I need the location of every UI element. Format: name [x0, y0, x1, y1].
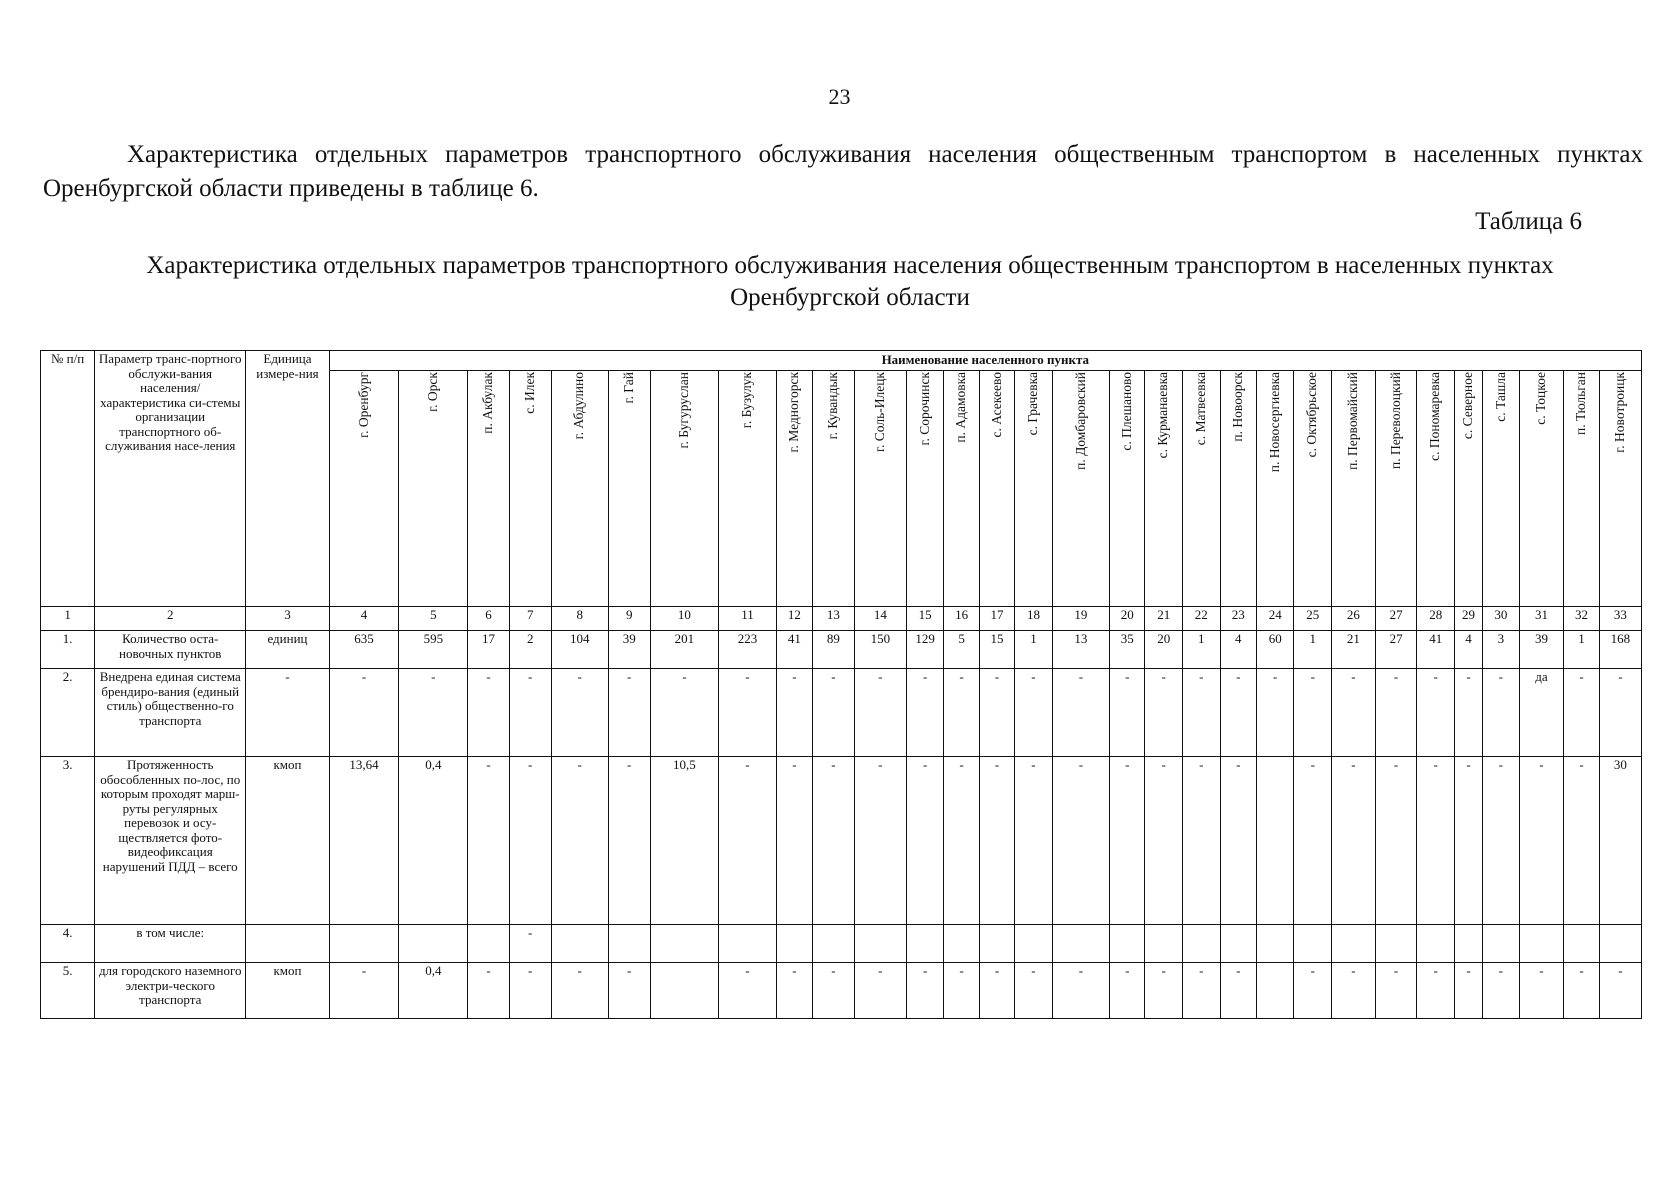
table-row — [41, 757, 1642, 925]
value-cell: - — [1256, 669, 1294, 757]
value-cell: - — [1417, 963, 1455, 1019]
value-cell: - — [944, 757, 979, 925]
transport-parameters-table — [40, 350, 1642, 1019]
locality-name: с. Грачевка — [1025, 372, 1041, 436]
column-number-cell: 30 — [1483, 607, 1519, 631]
value-cell: - — [1110, 963, 1145, 1019]
header-param-cell: Параметр транс-портного обслужи-вания населения/ характеристика си-стемы организации транспортного об-служивания насе-ления — [95, 351, 246, 607]
value-cell: - — [719, 669, 776, 757]
locality-header-cell — [329, 371, 399, 607]
locality-header-cell — [1182, 371, 1220, 607]
value-cell: 595 — [399, 631, 468, 669]
locality-header-cell — [551, 371, 608, 607]
locality-name: г. Гай — [620, 372, 636, 404]
value-cell: 2 — [509, 631, 551, 669]
value-cell: - — [1375, 669, 1417, 757]
value-cell: - — [509, 669, 551, 757]
column-number-cell: 7 — [509, 607, 551, 631]
table-row — [41, 631, 1642, 669]
value-cell: - — [1294, 963, 1332, 1019]
value-cell: - — [608, 963, 650, 1019]
locality-header-cell — [1110, 371, 1145, 607]
parameter-cell: для городского наземного электри-ческого транспорта — [95, 963, 246, 1019]
value-cell: - — [979, 963, 1014, 1019]
locality-name: г. Орск — [425, 372, 441, 412]
value-cell: - — [854, 757, 906, 925]
value-cell: 21 — [1332, 631, 1376, 669]
locality-name: г. Абдулино — [571, 372, 587, 440]
value-cell: - — [1145, 669, 1183, 757]
column-number-cell: 14 — [854, 607, 906, 631]
locality-name: г. Медногорск — [786, 372, 802, 453]
value-cell: - — [944, 963, 979, 1019]
row-number-cell: 3. — [41, 757, 95, 925]
column-number-cell: 6 — [468, 607, 510, 631]
value-cell: 150 — [854, 631, 906, 669]
value-cell — [650, 925, 719, 963]
value-cell: - — [1182, 669, 1220, 757]
value-cell: - — [551, 669, 608, 757]
value-cell: - — [1182, 757, 1220, 925]
value-cell — [1519, 925, 1564, 963]
value-cell: - — [1015, 669, 1053, 757]
value-cell: - — [509, 963, 551, 1019]
value-cell: 13 — [1052, 631, 1109, 669]
page-number: 23 — [828, 84, 851, 109]
value-cell: - — [979, 669, 1014, 757]
value-cell: - — [719, 757, 776, 925]
value-cell: да — [1519, 669, 1564, 757]
column-number-cell: 13 — [813, 607, 855, 631]
value-cell — [468, 925, 510, 963]
value-cell: - — [1145, 963, 1183, 1019]
value-cell — [1015, 925, 1053, 963]
value-cell: 4 — [1454, 631, 1482, 669]
value-cell — [906, 925, 944, 963]
locality-header-cell — [1599, 371, 1641, 607]
value-cell: - — [979, 757, 1014, 925]
value-cell — [719, 925, 776, 963]
locality-header-cell — [1375, 371, 1417, 607]
value-cell: - — [1332, 963, 1376, 1019]
locality-name: п. Переволоцкий — [1387, 372, 1403, 470]
value-cell: - — [329, 963, 399, 1019]
value-cell: - — [1015, 963, 1053, 1019]
column-number-cell: 19 — [1052, 607, 1109, 631]
value-cell — [1599, 925, 1641, 963]
value-cell: - — [944, 669, 979, 757]
locality-name: с. Пономаревка — [1427, 372, 1443, 461]
value-cell: - — [1052, 963, 1109, 1019]
row-number-cell: 5. — [41, 963, 95, 1019]
value-cell: - — [1294, 757, 1332, 925]
locality-header-cell — [509, 371, 551, 607]
value-cell: 5 — [944, 631, 979, 669]
value-cell: 1 — [1564, 631, 1599, 669]
column-number-cell: 28 — [1417, 607, 1455, 631]
column-number-cell: 15 — [906, 607, 944, 631]
unit-cell: - — [246, 669, 329, 757]
value-cell: 15 — [979, 631, 1014, 669]
value-cell: - — [813, 669, 855, 757]
value-cell: - — [1417, 757, 1455, 925]
value-cell: - — [1564, 963, 1599, 1019]
value-cell — [551, 925, 608, 963]
locality-name: г. Новотроицк — [1612, 372, 1628, 453]
value-cell: - — [1599, 669, 1641, 757]
value-cell: 13,64 — [329, 757, 399, 925]
locality-header-cell — [1483, 371, 1519, 607]
value-cell: - — [854, 669, 906, 757]
value-cell: - — [906, 757, 944, 925]
locality-name: с. Северное — [1460, 372, 1476, 440]
parameter-cell: Внедрена единая система брендиро-вания (единый стиль) общественно-го транспорта — [95, 669, 246, 757]
unit-cell: единиц — [246, 631, 329, 669]
column-number-cell: 25 — [1294, 607, 1332, 631]
unit-cell: кмоп — [246, 963, 329, 1019]
value-cell: - — [468, 669, 510, 757]
value-cell: - — [551, 963, 608, 1019]
value-cell: - — [719, 963, 776, 1019]
value-cell: - — [1220, 963, 1256, 1019]
row-number-cell: 2. — [41, 669, 95, 757]
value-cell: 89 — [813, 631, 855, 669]
locality-name: с. Тоцкое — [1533, 372, 1549, 425]
value-cell: - — [1483, 963, 1519, 1019]
value-cell: - — [854, 963, 906, 1019]
locality-name: п. Тюльган — [1573, 372, 1589, 435]
value-cell — [1256, 925, 1294, 963]
value-cell — [944, 925, 979, 963]
header-unit-cell: Единица измере-ния — [246, 351, 329, 607]
locality-name: п. Акбулак — [480, 372, 496, 434]
column-number-cell: 16 — [944, 607, 979, 631]
value-cell: - — [1519, 963, 1564, 1019]
value-cell — [1483, 925, 1519, 963]
value-cell — [1052, 925, 1109, 963]
value-cell — [854, 925, 906, 963]
locality-name: с. Ташла — [1492, 372, 1508, 422]
value-cell: 1 — [1294, 631, 1332, 669]
value-cell: - — [551, 757, 608, 925]
table-row — [41, 963, 1642, 1019]
column-number-cell: 3 — [246, 607, 329, 631]
column-number-cell: 9 — [608, 607, 650, 631]
locality-header-cell — [468, 371, 510, 607]
value-cell — [650, 963, 719, 1019]
value-cell: - — [1294, 669, 1332, 757]
row-number-cell: 4. — [41, 925, 95, 963]
locality-name: г. Сорочинск — [916, 372, 932, 446]
locality-header-cell — [608, 371, 650, 607]
intro-paragraph: Характеристика отдельных параметров транспортного обслуживания населения общественным транспортом в населенных пунктах Оренбургской области приведены в таблице 6. — [43, 141, 1643, 202]
value-cell — [1564, 925, 1599, 963]
parameter-cell: Количество оста-новочных пунктов — [95, 631, 246, 669]
value-cell: 635 — [329, 631, 399, 669]
value-cell: 60 — [1256, 631, 1294, 669]
value-cell: - — [906, 669, 944, 757]
value-cell: - — [509, 757, 551, 925]
parameter-cell: Протяженность обособленных по-лос, по которым проходят марш-руты регулярных перевозок и осу-ществляется фото-видеофиксация нарушений ПДД – всего — [95, 757, 246, 925]
column-number-cell: 11 — [719, 607, 776, 631]
column-number-cell: 31 — [1519, 607, 1564, 631]
column-number-cell: 29 — [1454, 607, 1482, 631]
value-cell: 41 — [1417, 631, 1455, 669]
column-number-cell: 20 — [1110, 607, 1145, 631]
locality-header-cell — [719, 371, 776, 607]
value-cell — [813, 925, 855, 963]
locality-header-cell — [650, 371, 719, 607]
unit-cell: кмоп — [246, 757, 329, 925]
value-cell: 223 — [719, 631, 776, 669]
locality-header-cell — [979, 371, 1014, 607]
table-row — [41, 669, 1642, 757]
value-cell: - — [1220, 757, 1256, 925]
column-number-cell: 27 — [1375, 607, 1417, 631]
value-cell: - — [1417, 669, 1455, 757]
value-cell: 39 — [608, 631, 650, 669]
locality-header-cell — [854, 371, 906, 607]
value-cell — [776, 925, 812, 963]
value-cell — [1110, 925, 1145, 963]
value-cell: 1 — [1015, 631, 1053, 669]
value-cell: 20 — [1145, 631, 1183, 669]
parameter-cell: в том числе: — [95, 925, 246, 963]
column-number-cell: 1 — [41, 607, 95, 631]
value-cell — [1220, 925, 1256, 963]
value-cell: 0,4 — [399, 757, 468, 925]
value-cell: - — [776, 963, 812, 1019]
locality-name: г. Бугуруслан — [676, 372, 692, 449]
value-cell — [1294, 925, 1332, 963]
locality-header-cell — [1145, 371, 1183, 607]
value-cell: - — [813, 757, 855, 925]
value-cell: 39 — [1519, 631, 1564, 669]
value-cell: 17 — [468, 631, 510, 669]
value-cell: - — [1332, 669, 1376, 757]
value-cell: 41 — [776, 631, 812, 669]
table-caption: Таблица 6 — [1475, 208, 1582, 235]
locality-header-cell — [776, 371, 812, 607]
column-number-cell: 22 — [1182, 607, 1220, 631]
value-cell — [1182, 925, 1220, 963]
value-cell: - — [608, 757, 650, 925]
value-cell: - — [1375, 963, 1417, 1019]
locality-header-cell — [1015, 371, 1053, 607]
column-number-cell: 24 — [1256, 607, 1294, 631]
value-cell: - — [1564, 669, 1599, 757]
value-cell: - — [329, 669, 399, 757]
value-cell: - — [1483, 669, 1519, 757]
value-cell: - — [1052, 757, 1109, 925]
table-row — [41, 925, 1642, 963]
header-no-cell: № п/п — [41, 351, 95, 607]
column-number-cell: 17 — [979, 607, 1014, 631]
column-number-cell: 21 — [1145, 607, 1183, 631]
value-cell: - — [813, 963, 855, 1019]
locality-name: г. Бузулук — [739, 372, 755, 429]
value-cell: - — [1375, 757, 1417, 925]
locality-header-cell — [1294, 371, 1332, 607]
locality-name: г. Кувандык — [825, 372, 841, 440]
value-cell: 10,5 — [650, 757, 719, 925]
value-cell: - — [776, 669, 812, 757]
value-cell: - — [468, 757, 510, 925]
column-number-cell: 32 — [1564, 607, 1599, 631]
value-cell: - — [1052, 669, 1109, 757]
locality-header-cell — [1220, 371, 1256, 607]
locality-name: п. Новоорск — [1229, 372, 1245, 442]
value-cell: - — [1519, 757, 1564, 925]
value-cell: - — [1599, 963, 1641, 1019]
value-cell: - — [1145, 757, 1183, 925]
value-cell: 4 — [1220, 631, 1256, 669]
row-number-cell: 1. — [41, 631, 95, 669]
locality-header-cell — [906, 371, 944, 607]
value-cell — [329, 925, 399, 963]
value-cell: - — [1110, 757, 1145, 925]
locality-name: г. Оренбург — [355, 372, 371, 438]
locality-header-cell — [399, 371, 468, 607]
value-cell: 27 — [1375, 631, 1417, 669]
column-number-cell: 12 — [776, 607, 812, 631]
column-number-cell: 4 — [329, 607, 399, 631]
locality-name: п. Домбаровский — [1072, 372, 1088, 470]
value-cell — [1145, 925, 1183, 963]
header-localities-cell: Наименование населенного пункта — [329, 351, 1641, 371]
value-cell: - — [1332, 757, 1376, 925]
column-number-cell: 26 — [1332, 607, 1376, 631]
locality-header-cell — [1564, 371, 1599, 607]
locality-name: с. Матвеевка — [1192, 372, 1208, 446]
value-cell — [1332, 925, 1376, 963]
value-cell — [1256, 757, 1294, 925]
value-cell: - — [1483, 757, 1519, 925]
locality-name: с. Октябрьское — [1304, 372, 1320, 458]
value-cell: 129 — [906, 631, 944, 669]
value-cell — [608, 925, 650, 963]
value-cell — [1417, 925, 1455, 963]
locality-name: п. Новосергиевка — [1266, 372, 1282, 473]
value-cell: 201 — [650, 631, 719, 669]
column-number-cell: 10 — [650, 607, 719, 631]
locality-header-cell — [1454, 371, 1482, 607]
value-cell — [1454, 925, 1482, 963]
locality-header-cell — [1417, 371, 1455, 607]
column-number-cell: 18 — [1015, 607, 1053, 631]
value-cell: - — [650, 669, 719, 757]
value-cell — [1375, 925, 1417, 963]
column-number-cell: 8 — [551, 607, 608, 631]
value-cell: 30 — [1599, 757, 1641, 925]
locality-header-cell — [1519, 371, 1564, 607]
value-cell: - — [1564, 757, 1599, 925]
locality-header-cell — [813, 371, 855, 607]
locality-header-cell — [944, 371, 979, 607]
locality-name: п. Адамовка — [953, 372, 969, 443]
value-cell: 168 — [1599, 631, 1641, 669]
value-cell: - — [1220, 669, 1256, 757]
locality-header-cell — [1052, 371, 1109, 607]
column-number-cell: 2 — [95, 607, 246, 631]
locality-name: с. Плешаново — [1119, 372, 1134, 451]
value-cell: - — [776, 757, 812, 925]
value-cell: - — [608, 669, 650, 757]
table-title: Характеристика отдельных параметров транспортного обслуживания населения общественным транспортом в населенных пунктах Оренбургской области — [146, 252, 1554, 311]
locality-name: с. Курманаевка — [1155, 372, 1171, 459]
column-number-cell: 5 — [399, 607, 468, 631]
value-cell: - — [1454, 669, 1482, 757]
value-cell: - — [906, 963, 944, 1019]
value-cell: - — [1015, 757, 1053, 925]
value-cell: 35 — [1110, 631, 1145, 669]
value-cell — [1256, 963, 1294, 1019]
value-cell: - — [1182, 963, 1220, 1019]
value-cell — [979, 925, 1014, 963]
locality-name: с. Илек — [521, 372, 537, 414]
value-cell: 3 — [1483, 631, 1519, 669]
value-cell: - — [1110, 669, 1145, 757]
unit-cell — [246, 925, 329, 963]
value-cell: - — [399, 669, 468, 757]
value-cell: 0,4 — [399, 963, 468, 1019]
locality-name: с. Асекеево — [988, 372, 1004, 438]
locality-header-cell — [1256, 371, 1294, 607]
locality-name: п. Первомайский — [1345, 372, 1361, 470]
column-number-cell: 33 — [1599, 607, 1641, 631]
value-cell: - — [1454, 757, 1482, 925]
value-cell: - — [1454, 963, 1482, 1019]
locality-header-cell — [1332, 371, 1376, 607]
value-cell — [399, 925, 468, 963]
column-number-cell: 23 — [1220, 607, 1256, 631]
value-cell: - — [509, 925, 551, 963]
value-cell: 104 — [551, 631, 608, 669]
locality-name: г. Соль-Илецк — [872, 372, 888, 452]
value-cell: - — [468, 963, 510, 1019]
value-cell: 1 — [1182, 631, 1220, 669]
